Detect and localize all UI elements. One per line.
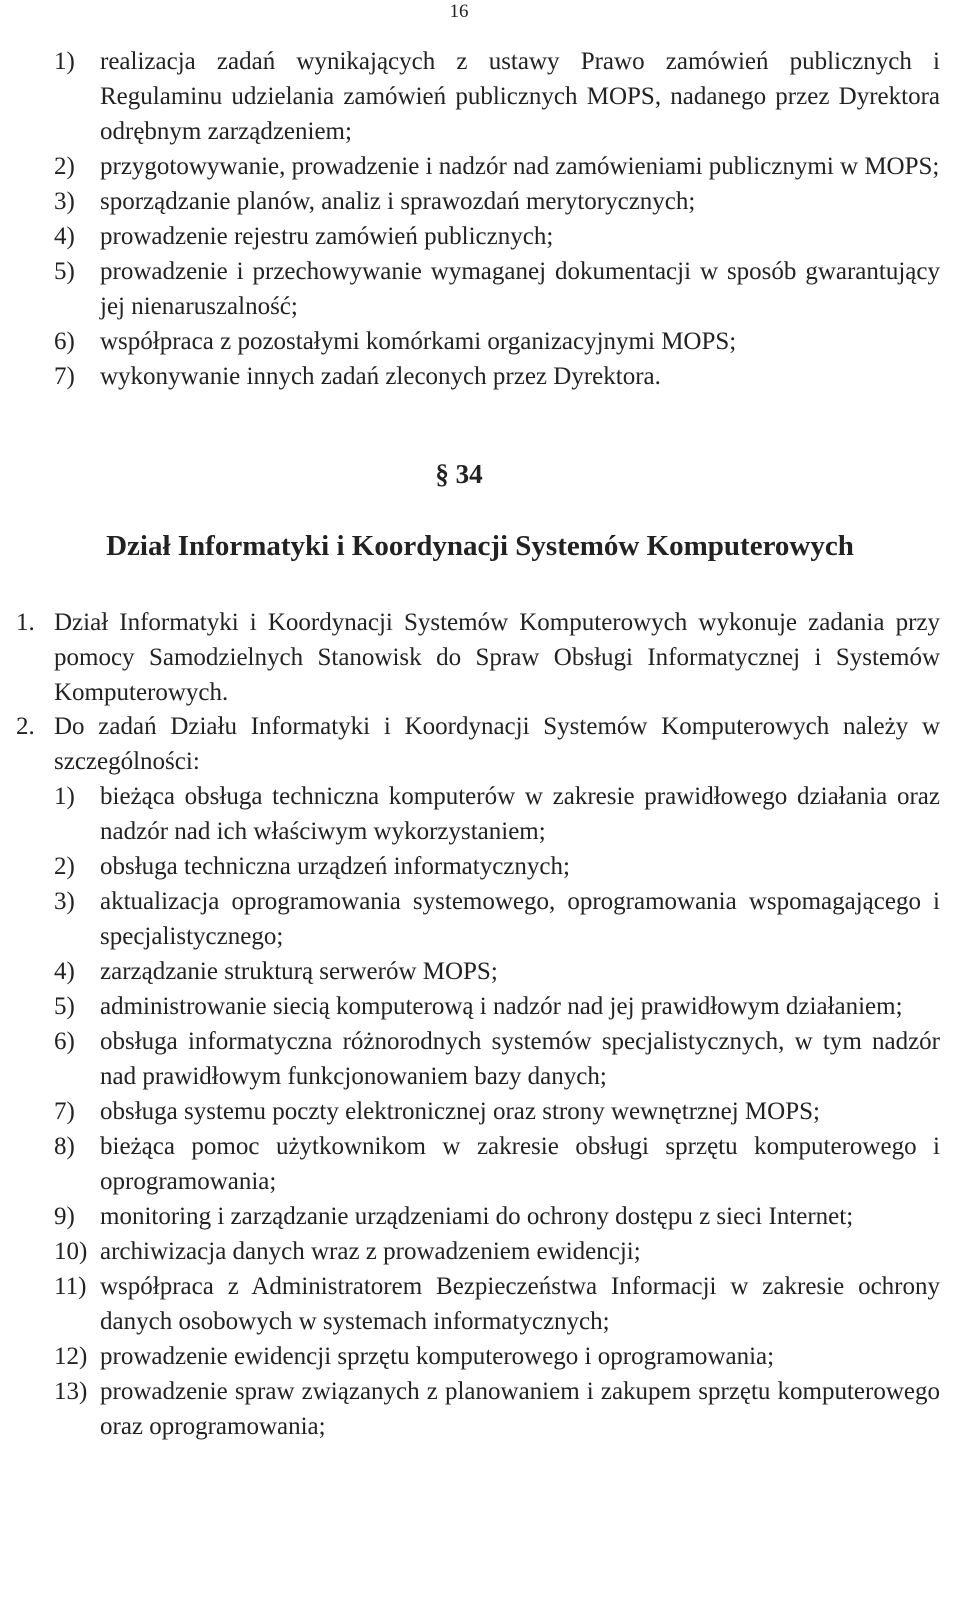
list-item-text: prowadzenie rejestru zamówień publicznych; [100,223,554,250]
list-item-number: 7) [54,363,75,390]
list-item-text: realizacja zadań wynikających z ustawy Prawo zamówień publicznych i Regulaminu udzielania zamówień publicznych MOPS, nadanego przez Dyrektora odrębnym zarządzeniem; [100,48,940,145]
list-item-text: aktualizacja oprogramowania systemowego, oprogramowania wspomagającego i specjalistycznego; [100,888,940,950]
list-item [54,1269,940,1339]
list-item-text: administrowanie siecią komputerową i nadzór nad jej prawidłowym działaniem; [100,993,903,1020]
list-item-number: 10) [54,1238,88,1265]
list-item-number: 4) [54,958,75,985]
list-item-text: obsługa techniczna urządzeń informatycznych; [100,853,570,880]
list-item-number: 6) [54,1028,75,1055]
list-item-text: przygotowywanie, prowadzenie i nadzór nad zamówieniami publicznymi w MOPS; [100,153,940,180]
list-item [54,1024,940,1094]
paragraph [16,605,940,710]
list-item [54,954,940,989]
list-item-text: zarządzanie strukturą serwerów MOPS; [100,958,498,985]
list-item [54,779,940,849]
list-item-number: 6) [54,328,75,355]
list-item-number: 1) [54,783,75,810]
list-item-number: 13) [54,1378,88,1405]
list-item-number: 5) [54,993,75,1020]
list-item [54,1339,940,1374]
list-item-number: 3) [54,188,75,215]
section-number: § 34 [435,459,483,489]
list-item [54,1199,940,1234]
list-item [54,184,940,219]
list-item [54,849,940,884]
list-item [54,1374,940,1444]
paragraph-2 [16,709,940,779]
list-item-number: 12) [54,1343,88,1370]
list-item-text: monitoring i zarządzanie urządzeniami do ochrony dostępu z sieci Internet; [100,1203,854,1230]
paragraph-1 [16,605,940,710]
department-task-list [54,779,940,1444]
list-item-text: wykonywanie innych zadań zleconych przez Dyrektora. [100,363,661,390]
top-task-list [54,44,940,394]
list-item [54,884,940,954]
list-item [54,989,940,1024]
list-item [54,254,940,324]
list-item-text: bieżąca pomoc użytkownikom w zakresie obsługi sprzętu komputerowego i oprogramowania; [100,1133,940,1195]
list-item [54,1129,940,1199]
paragraph-number: 1. [16,609,35,636]
page-number: 16 [449,1,469,22]
list-item-number: 9) [54,1203,75,1230]
list-item-text: bieżąca obsługa techniczna komputerów w zakresie prawidłowego działania oraz nadzór nad ich właściwym wykorzystaniem; [100,783,940,845]
list-item-number: 1) [54,48,75,75]
list-item-text: prowadzenie spraw związanych z planowaniem i zakupem sprzętu komputerowego oraz oprogramowania; [100,1378,940,1440]
list-item-number: 8) [54,1133,75,1160]
list-item-text: współpraca z pozostałymi komórkami organizacyjnymi MOPS; [100,328,737,355]
paragraph-text: Dział Informatyki i Koordynacji Systemów Komputerowych wykonuje zadania przy pomocy Samodzielnych Stanowisk do Spraw Obsługi Informatycznej i Systemów Komputerowych. [54,609,940,706]
list-item-text: archiwizacja danych wraz z prowadzeniem ewidencji; [100,1238,641,1265]
list-item-number: 7) [54,1098,75,1125]
list-item-number: 2) [54,153,75,180]
list-item-number: 2) [54,853,75,880]
list-item-text: obsługa informatyczna różnorodnych systemów specjalistycznych, w tym nadzór nad prawidłowym funkcjonowaniem bazy danych; [100,1028,940,1090]
list-item-text: współpraca z Administratorem Bezpieczeństwa Informacji w zakresie ochrony danych osobowych w systemach informatycznych; [100,1273,940,1335]
list-item [54,1234,940,1269]
list-item-number: 4) [54,223,75,250]
list-item-text: sporządzanie planów, analiz i sprawozdań merytorycznych; [100,188,696,215]
list-item-number: 5) [54,258,75,285]
list-item-text: obsługa systemu poczty elektronicznej oraz strony wewnętrznej MOPS; [100,1098,820,1125]
list-item [54,149,940,184]
list-item [54,359,940,394]
list-item-text: prowadzenie ewidencji sprzętu komputerowego i oprogramowania; [100,1343,775,1370]
paragraph-text: Do zadań Działu Informatyki i Koordynacji Systemów Komputerowych należy w szczególności: [54,713,940,775]
paragraph-number: 2. [16,713,35,740]
paragraph [16,709,940,779]
list-item [54,1094,940,1129]
list-item-text: prowadzenie i przechowywanie wymaganej dokumentacji w sposób gwarantujący jej nienaruszalność; [100,258,940,320]
list-item-number: 3) [54,888,75,915]
list-item [54,324,940,359]
list-item [54,219,940,254]
list-item-number: 11) [54,1273,87,1300]
section-title: Dział Informatyki i Koordynacji Systemów Komputerowych [106,530,854,562]
list-item [54,44,940,149]
